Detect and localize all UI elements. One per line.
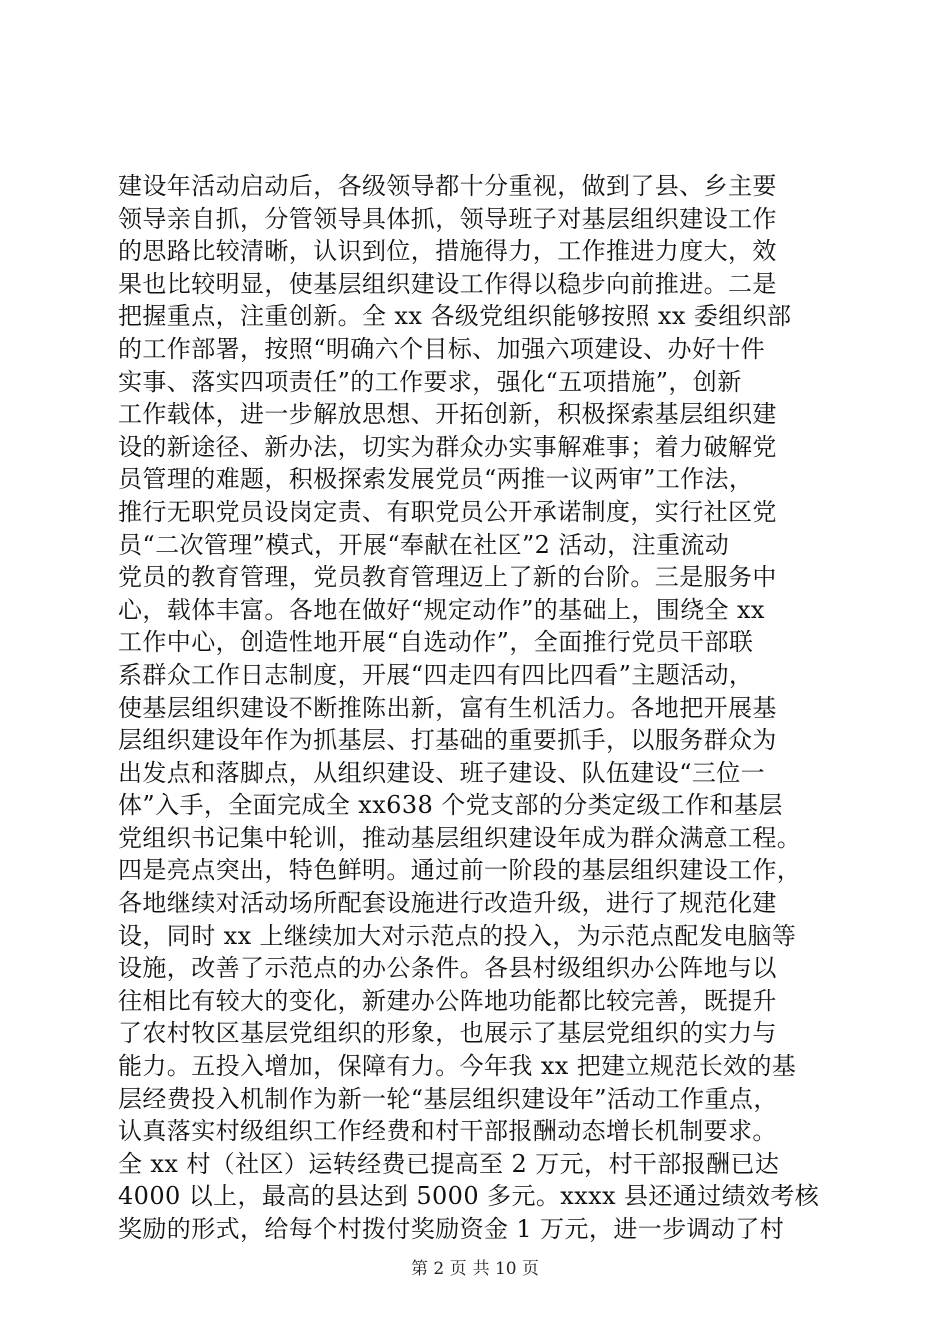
text-line: 能力。五投入增加，保障有力。今年我 xx 把建立规范长效的基 [118, 1052, 797, 1081]
text-line: 体”入手，全面完成全 xx638 个党支部的分类定级工作和基层 [118, 791, 783, 820]
text-line: 实事、落实四项责任”的工作要求，强化“五项措施”，创新 [118, 367, 742, 396]
text-line: 工作载体，进一步解放思想、开拓创新，积极探索基层组织建 [118, 400, 777, 429]
text-line: 的工作部署，按照“明确六个目标、加强六项建设、办好十件 [118, 334, 766, 363]
text-line: 的思路比较清晰，认识到位，措施得力，工作推进力度大，效 [118, 237, 777, 266]
page-total: 共 10 页 [472, 1259, 540, 1279]
text-line: 设，同时 xx 上继续加大对示范点的投入，为示范点配发电脑等 [118, 921, 797, 950]
text-line: 奖励的形式，给每个村拨付奖励资金 1 万元，进一步调动了村 [118, 1215, 785, 1243]
text-line: 工作中心，创造性地开展“自选动作”，全面推行党员干部联 [118, 628, 754, 657]
text-line: 员“二次管理”模式，开展“奉献在社区”2 活动，注重流动 [118, 530, 730, 559]
text-line: 推行无职党员设岗定责、有职党员公开承诺制度，实行社区党 [118, 497, 777, 526]
text-line: 层组织建设年作为抓基层、打基础的重要抓手，以服务群众为 [118, 726, 777, 755]
text-line: 设施，改善了示范点的办公条件。各县村级组织办公阵地与以 [118, 954, 777, 983]
text-line: 四是亮点突出，特色鲜明。通过前一阶段的基层组织建设工作， [118, 856, 802, 885]
text-line: 层经费投入机制作为新一轮“基层组织建设年”活动工作重点， [118, 1084, 778, 1113]
text-line: 出发点和落脚点，从组织建设、班子建设、队伍建设“三位一 [118, 758, 766, 787]
text-line: 党员的教育管理，党员教育管理迈上了新的台阶。三是服务中 [118, 563, 777, 592]
text-line: 系群众工作日志制度，开展“四走四有四比四看”主题活动， [118, 660, 754, 689]
text-line: 员管理的难题，积极探索发展党员“两推一议两审”工作法， [118, 465, 754, 494]
body-text [118, 170, 848, 1246]
text-line: 使基层组织建设不断推陈出新，富有生机活力。各地把开展基 [118, 693, 777, 722]
page-number: 第 2 页 [410, 1259, 467, 1279]
text-line: 全 xx 村（社区）运转经费已提高至 2 万元，村干部报酬已达 [118, 1149, 780, 1178]
text-line: 建设年活动启动后，各级领导都十分重视，做到了县、乡主要 [118, 172, 777, 200]
text-line: 设的新途径、新办法，切实为群众办实事解难事；着力破解党 [118, 432, 777, 461]
text-line: 心，载体丰富。各地在做好“规定动作”的基础上，围绕全 xx [118, 595, 765, 624]
text-line: 认真落实村级组织工作经费和村干部报酬动态增长机制要求。 [118, 1117, 777, 1146]
text-line: 4000 以上，最高的县达到 5000 多元。xxxx 县还通过绩效考核 [118, 1182, 820, 1211]
text-line: 果也比较明显，使基层组织建设工作得以稳步向前推进。二是 [118, 269, 777, 298]
page-footer [0, 1254, 950, 1279]
text-line: 领导亲自抓，分管领导具体抓，领导班子对基层组织建设工作 [118, 204, 777, 233]
text-line: 党组织书记集中轮训，推动基层组织建设年成为群众满意工程。 [118, 823, 802, 852]
text-line: 各地继续对活动场所配套设施进行改造升级，进行了规范化建 [118, 889, 777, 918]
text-line: 往相比有较大的变化，新建办公阵地功能都比较完善，既提升 [118, 986, 777, 1015]
text-line: 了农村牧区基层党组织的形象，也展示了基层党组织的实力与 [118, 1019, 777, 1048]
text-line: 把握重点，注重创新。全 xx 各级党组织能够按照 xx 委组织部 [118, 302, 792, 331]
